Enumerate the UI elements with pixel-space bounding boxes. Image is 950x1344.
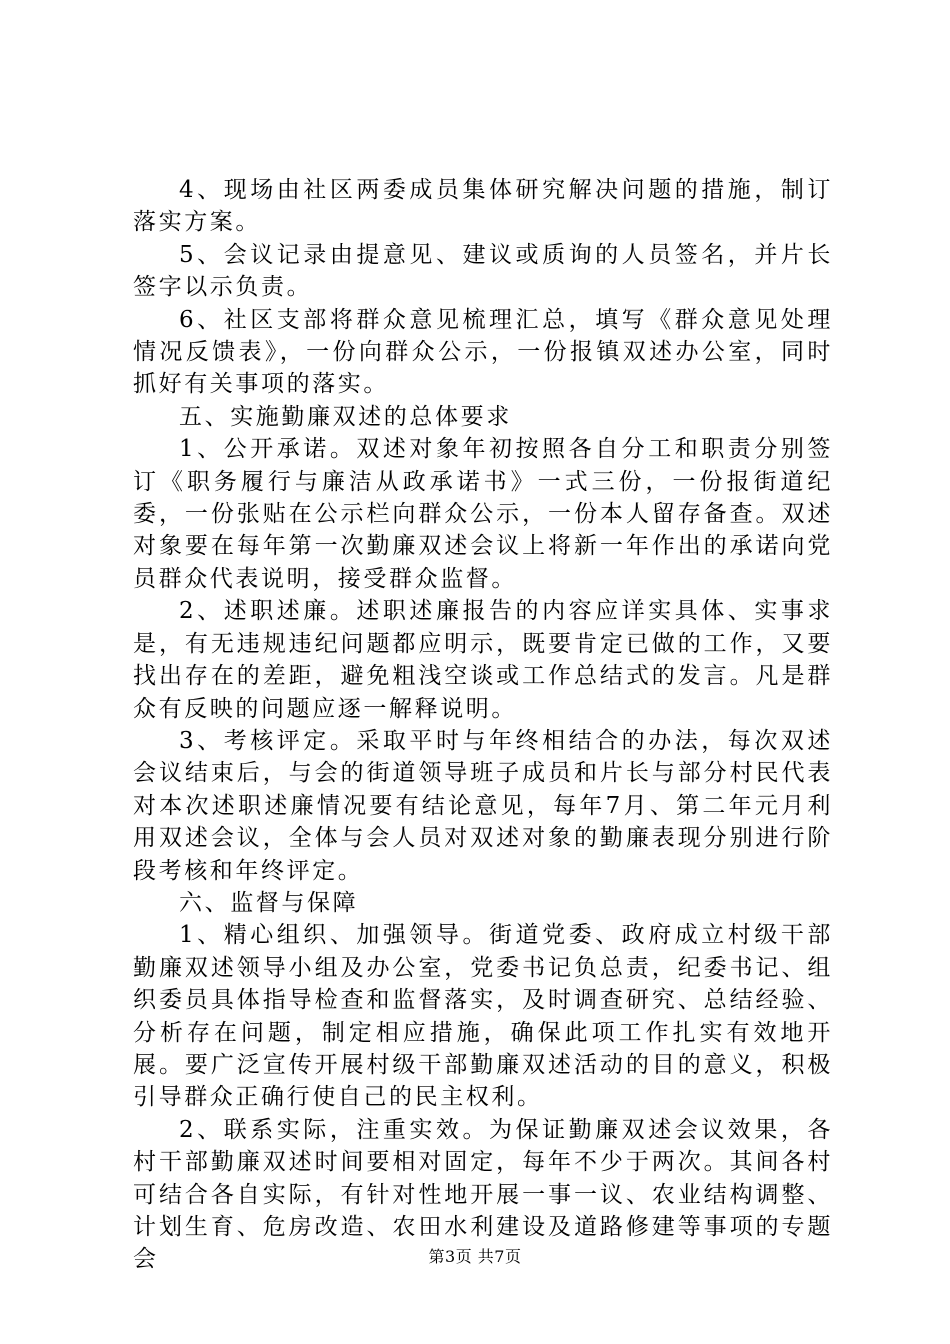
paragraph-item-5: 5、会议记录由提意见、建议或质询的人员签名，并片长签字以示负责。 — [133, 241, 833, 301]
paragraph-public-commitment: 1、公开承诺。双述对象年初按照各自分工和职责分别签订《职务履行与廉洁从政承诺书》一式三份，一份报街道纪委，一份张贴在公示栏向群众公示，一份本人留存备查。双述对象要在每年第一次勤廉双述会议上将新一年作出的承诺向党员群众代表说明，接受群众监督。 — [133, 436, 833, 592]
paragraph-assessment: 3、考核评定。采取平时与年终相结合的办法，每次双述会议结束后，与会的街道领导班子成员和片长与部分村民代表对本次述职述廉情况要有结论意见，每年7月、第二年元月利用双述会议，全体与会人员对双述对象的勤廉表现分别进行阶段考核和年终评定。 — [133, 727, 833, 884]
paragraph-practical-effect: 2、联系实际，注重实效。为保证勤廉双述会议效果，各村干部勤廉双述时间要相对固定，每年不少于两次。其间各村可结合各自实际，有针对性地开展一事一议、农业结构调整、计划生育、危房改造、农田水利建设及道路修建等事项的专题会 — [133, 1116, 833, 1273]
paragraph-duty-report: 2、述职述廉。述职述廉报告的内容应详实具体、实事求是，有无违规违纪问题都应明示，既要肯定已做的工作，又要找出存在的差距，避免粗浅空谈或工作总结式的发言。凡是群众有反映的问题应逐一解释说明。 — [133, 598, 833, 722]
paragraph-organization: 1、精心组织、加强领导。街道党委、政府成立村级干部勤廉双述领导小组及办公室，党委书记负总责，纪委书记、组织委员具体指导检查和监督落实，及时调查研究、总结经验、分析存在问题，制定相应措施，确保此项工作扎实有效地开展。要广泛宣传开展村级干部勤廉双述活动的目的意义，积极引导群众正确行使自己的民主权利。 — [133, 922, 833, 1111]
paragraph-item-4: 4、现场由社区两委成员集体研究解决问题的措施，制订落实方案。 — [133, 177, 833, 236]
page-footer: 第3页 共7页 — [428, 1247, 522, 1266]
section-heading-6: 六、监督与保障 — [179, 889, 359, 916]
document-body — [133, 174, 833, 1276]
section-heading-5: 五、实施勤廉双述的总体要求 — [179, 403, 512, 430]
paragraph-item-6: 6、社区支部将群众意见梳理汇总，填写《群众意见处理情况反馈表》，一份向群众公示，一份报镇双述办公室，同时抓好有关事项的落实。 — [133, 306, 833, 398]
